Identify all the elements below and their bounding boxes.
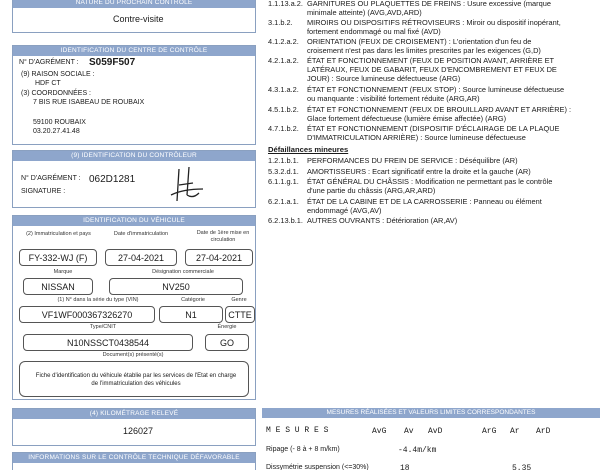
measures-col-ard: ArD (536, 427, 551, 436)
energy-value: GO (205, 334, 249, 351)
signature-mark (163, 165, 213, 205)
dissym-av: 18 (400, 464, 410, 470)
genre-value: CTTE (225, 306, 255, 323)
defect-minor-1: 1.2.1.b.1. PERFORMANCES DU FREIN DE SERVICE : Déséquilibre (AR) (268, 156, 518, 165)
vehicle-panel (12, 215, 256, 400)
centre-header: IDENTIFICATION DU CENTRE DE CONTRÔLE (13, 46, 255, 56)
centre-coords-label: (3) COORDONNÉES : (21, 90, 92, 97)
docs-box (19, 361, 249, 397)
dissym-ar: 5.35 (512, 464, 532, 470)
ripage-label: Ripage (- 8 à + 8 m/km) (266, 446, 340, 453)
type-value: N10NSSCT0438544 (23, 334, 193, 351)
reg-label: (2) Immatriculation et pays (26, 231, 91, 237)
model-label: Désignation commerciale (152, 269, 214, 275)
defect-major-5-cont: ou manquante : visibilité fortement réduite (ARG,AR) (307, 94, 480, 103)
category-value: N1 (159, 306, 223, 323)
centre-panel (12, 45, 256, 145)
defect-minor-4-cont: endommagé (AVG,AV) (307, 206, 382, 215)
defect-major-4: 4.2.1.a.2. ÉTAT ET FONCTIONNEMENT (FEUX DE POSITION AVANT, ARRIÈRE ET (268, 56, 555, 65)
defect-major-5: 4.3.1.a.2. ÉTAT ET FONCTIONNEMENT (FEUX STOP) : Source lumineuse défectueuse (268, 85, 565, 94)
centre-address-line1: 7 BIS RUE ISABEAU DE ROUBAIX (33, 99, 145, 106)
reg-value: FY-332-WJ (F) (19, 249, 97, 266)
defect-major-1-cont: minimale atteinte) (AVG,AVD,ARD) (307, 8, 422, 17)
centre-agreement-value: S059F507 (89, 57, 136, 68)
genre-label: Genre (231, 297, 247, 303)
defect-major-4-cont2: JOUR) : Source lumineuse défectueuse (ARG) (307, 74, 461, 83)
reg-date-label: Date d'immatriculation (113, 231, 169, 237)
defect-minor-5: 6.2.13.b.1. AUTRES OUVRANTS : Détérioration (AR,AV) (268, 216, 458, 225)
controller-signature-label: SIGNATURE : (21, 188, 66, 195)
centre-company-label: (9) RAISON SOCIALE : (21, 71, 95, 78)
energy-label: Énergie (217, 324, 237, 330)
defect-major-1: 1.1.13.a.2. GARNITURES OU PLAQUETTES DE FREINS : Usure excessive (marque (268, 0, 551, 8)
docs-line1: Fiche d'identification du véhicule établie par les services de l'Etat en charge (35, 373, 237, 379)
bottom-panel (12, 452, 256, 470)
measures-header: MESURES RÉALISÉES ET VALEURS LIMITES CORRESPONDANTES (262, 408, 600, 418)
docs-label: Document(s) présenté(s) (102, 352, 164, 358)
bottom-header: INFORMATIONS SUR LE CONTRÔLE TECHNIQUE DÉFAVORABLE (13, 453, 255, 463)
defect-minor-4: 6.2.1.a.1. ÉTAT DE LA CABINE ET DE LA CARROSSERIE : Panneau ou élément (268, 197, 542, 206)
defect-major-6: 4.5.1.b.2. ÉTAT ET FONCTIONNEMENT (FEUX DE BROUILLARD AVANT ET ARRIÈRE) : (268, 105, 572, 114)
defect-major-3-cont: croisement n'est pas dans les limites prescrites par les exigences (G,D) (307, 46, 541, 55)
first-circ-label: Date de 1ère mise en circulation (196, 230, 250, 243)
make-value: NISSAN (23, 278, 93, 295)
centre-company-value: HDF CT (35, 80, 61, 87)
mileage-header: (4) KILOMÉTRAGE RELEVÉ (13, 409, 255, 419)
controller-panel (12, 150, 256, 208)
next-visit-value: Contre-visite (113, 14, 164, 24)
defect-minor-2: 5.3.2.d.1. AMORTISSEURS : Ecart significatif entre la droite et la gauche (AR) (268, 167, 531, 176)
ripage-value: -4.4m/km (398, 446, 437, 455)
category-label: Catégorie (181, 297, 205, 303)
controller-agreement-label: N° D'AGRÉMENT : (21, 175, 81, 182)
measures-title: M E S U R E S (266, 426, 329, 435)
defect-major-2: 3.1.b.2. MIROIRS OU DISPOSITIFS RÉTROVISEURS : Miroir ou dispositif inopérant, (268, 18, 561, 27)
next-visit-panel (12, 0, 256, 33)
reg-date-value: 27-04-2021 (105, 249, 177, 266)
docs-line2: de l'immatriculation des véhicules (91, 381, 181, 387)
defect-minor-3: 6.1.1.g.1. ÉTAT GÉNÉRAL DU CHÂSSIS : Modification ne permettant pas le contrôle (268, 177, 553, 186)
controller-header: (9) IDENTIFICATION DU CONTRÔLEUR (13, 151, 255, 161)
defect-major-4-cont1: LATÉRAUX, FEUX DE GABARIT, FEUX D'ENCOMBREMENT ET FEUX DE (307, 65, 557, 74)
vehicle-header: IDENTIFICATION DU VÉHICULE (13, 216, 255, 226)
centre-address-line2: 59100 ROUBAIX (33, 119, 86, 126)
measures-col-av: Av (404, 427, 414, 436)
defect-major-2-cont: fortement endommagé ou mal fixé (AVD) (307, 27, 441, 36)
defect-minor-3-cont: d'une partie du châssis (ARG,AR,ARD) (307, 186, 436, 195)
mileage-value: 126027 (123, 426, 154, 436)
make-label: Marque (53, 269, 73, 275)
vin-value: VF1WF000367326270 (19, 306, 155, 323)
next-visit-header: NATURE DU PROCHAIN CONTRÔLE (13, 0, 255, 8)
model-value: NV250 (109, 278, 243, 295)
defect-major-3: 4.1.2.a.2. ORIENTATION (FEUX DE CROISEMENT) : L'orientation d'un feu de (268, 37, 532, 46)
measures-col-ar: Ar (510, 427, 520, 436)
dissym-label: Dissymétrie suspension (<=30%) (266, 464, 369, 470)
defect-major-7: 4.7.1.b.2. ÉTAT ET FONCTIONNEMENT (DISPOSITIF D'ÉCLAIRAGE DE LA PLAQUE (268, 124, 560, 133)
controller-agreement-value: 062D1281 (89, 174, 136, 185)
centre-phone: 03.20.27.41.48 (33, 128, 80, 135)
minor-defects-title: Défaillances mineures (268, 145, 349, 154)
mileage-panel (12, 408, 256, 446)
vin-label: (1) N° dans la série du type (VIN) (57, 297, 139, 303)
defect-major-6-cont: Glace fortement défectueuse (lumière émise affectée) (ARG) (307, 114, 507, 123)
centre-agreement-label: N° D'AGRÉMENT : (19, 59, 79, 66)
measures-col-avg: AvG (372, 427, 387, 436)
type-label: Type/CNIT (89, 324, 117, 330)
defect-major-7-cont: D'IMMATRICULATION ARRIÈRE) : Source lumineuse défectueuse (307, 133, 526, 142)
measures-col-arg: ArG (482, 427, 497, 436)
first-circ-value: 27-04-2021 (185, 249, 253, 266)
measures-col-avd: AvD (428, 427, 443, 436)
